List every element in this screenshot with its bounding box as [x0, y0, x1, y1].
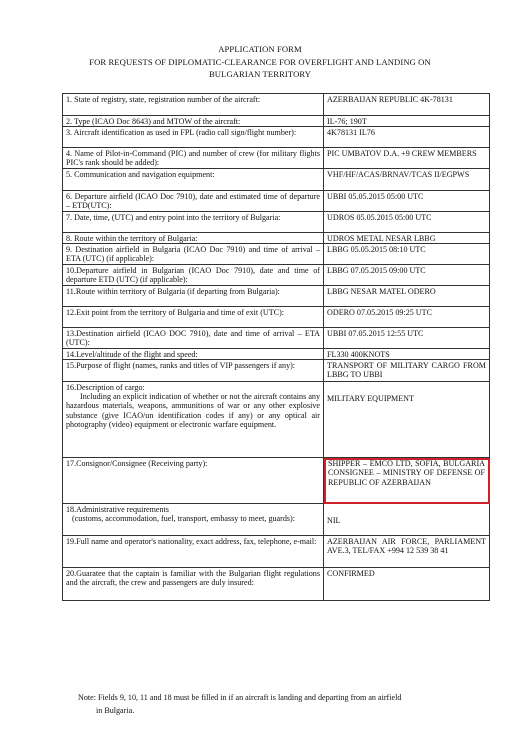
footer-note-line2: in Bulgaria.	[96, 706, 135, 715]
field-label-17: 17.Consignor/Consignee (Receiving party):	[63, 458, 324, 504]
field-label-2: 2. Type (ICAO Doc 8643) and MTOW of the aircraft:	[63, 116, 324, 127]
field-label-1: 1. State of registry, state, registration number of the aircraft:	[63, 94, 324, 116]
table-row	[63, 265, 490, 286]
field-label-6: 6. Departure airfield (ICAO Doc 7910), date and estimated time of departure – ETD(UTC):	[63, 191, 324, 212]
field-value-15: TRANSPORT OF MILITARY CARGO FROM LBBG TO UBBI	[324, 360, 490, 382]
form-subtitle-territory: BULGARIAN TERRITORY	[208, 69, 312, 79]
field-label-11: 11.Route within territory of Bulgaria (if departing from Bulgaria):	[63, 286, 324, 307]
field-value-11: LBBG NESAR MATEL ODERO	[324, 286, 490, 307]
form-title: APPLICATION FORM	[218, 44, 302, 54]
field-value-20: CONFIRMED	[324, 568, 490, 601]
table-row	[63, 328, 490, 349]
table-row	[63, 116, 490, 127]
field-value-2: IL-76; 190T	[324, 116, 490, 127]
field-label-16-title: 16.Description of cargo:	[66, 382, 145, 392]
field-value-8: UDROS METAL NESAR LBBG	[324, 233, 490, 244]
field-value-19: AZERBAIJAN AIR FORCE, PARLIAMENT AVE.3, TEL/FAX +994 12 539 38 41	[324, 536, 490, 568]
table-row	[63, 212, 490, 233]
field-label-13: 13.Destination airfield (ICAO DOC 7910), date and time of arrival – ETA (UTC):	[63, 328, 324, 349]
field-value-17-highlighted: SHIPPER – EMCO LTD, SOFIA, BULGARIA CONSIGNEE – MINISTRY OF DEFENSE OF REPUBLIC OF AZERBAIJAN	[324, 458, 490, 504]
field-value-10: LBBG 07.05.2015 09:00 UTC	[324, 265, 490, 286]
table-row	[63, 349, 490, 360]
table-row	[63, 536, 490, 568]
field-value-12: ODERO 07.05.2015 09:25 UTC	[324, 307, 490, 328]
field-value-13: UBBI 07.05.2015 12:55 UTC	[324, 328, 490, 349]
table-row	[63, 458, 490, 504]
table-row	[63, 127, 490, 148]
field-label-10: 10.Departure airfield in Bulgarian (ICAO Doc 7910), date and time of departure ETD (UTC) (if applicable):	[63, 265, 324, 286]
field-label-18	[63, 504, 324, 536]
table-row	[63, 233, 490, 244]
field-label-9: 9. Destination airfield in Bulgaria (ICAO Doc 7910) and time of arrival – ETA (UTC) (if applicable):	[63, 244, 324, 265]
field-label-18-title: 18.Administrative requirements	[66, 504, 169, 514]
footer-note-line1: Note: Fields 9, 10, 11 and 18 must be filled in if an aircraft is landing and departing from an airfield	[78, 693, 402, 702]
field-value-4: PIC UMBATOV D.A. +9 CREW MEMBERS	[324, 148, 490, 169]
field-value-18: NIL	[324, 504, 490, 536]
table-row	[63, 504, 490, 536]
field-label-12: 12.Exit point from the territory of Bulgaria and time of exit (UTC):	[63, 307, 324, 328]
field-value-14: FL330 400KNOTS	[324, 349, 490, 360]
table-row	[63, 169, 490, 191]
table-row	[63, 244, 490, 265]
field-value-6: UBBI 05.05.2015 05:00 UTC	[324, 191, 490, 212]
table-row	[63, 307, 490, 328]
table-row	[63, 191, 490, 212]
field-label-14: 14.Level/altitude of the flight and speed:	[63, 349, 324, 360]
table-row	[63, 94, 490, 116]
table-row	[63, 382, 490, 458]
field-label-3: 3. Aircraft identification as used in FPL (radio call sign/flight number):	[63, 127, 324, 148]
field-label-7: 7. Date, time, (UTC) and entry point into the territory of Bulgaria:	[63, 212, 324, 233]
footer-note	[78, 691, 488, 717]
form-subtitle: FOR REQUESTS OF DIPLOMATIC-CLEARANCE FOR OVERFLIGHT AND LANDING ON	[89, 57, 431, 67]
field-label-16-detail: Including an explicit indication of whether or not the aircraft contains any hazardous materials, weapons, ammunitions of war or any other explosive substance (give ICAO/un identification codes if any) or any optical air photography (video) equipment or electronic warfare equipment.	[66, 391, 320, 430]
field-label-15: 15.Purpose of flight (names, ranks and titles of VIP passengers if any):	[63, 360, 324, 382]
table-row	[63, 286, 490, 307]
field-value-1: AZERBAIJAN REPUBLIC 4K-78131	[324, 94, 490, 116]
field-value-16: MILITARY EQUIPMENT	[324, 382, 490, 458]
field-value-7: UDROS 05.05.2015 05:00 UTC	[324, 212, 490, 233]
table-row	[63, 360, 490, 382]
field-label-5: 5. Communication and navigation equipment:	[63, 169, 324, 191]
application-form-table	[62, 93, 490, 601]
field-value-3: 4K78131 IL76	[324, 127, 490, 148]
field-label-20: 20.Guaratee that the captain is familiar with the Bulgarian flight regulations and the aircraft, the crew and passengers are duly insured:	[63, 568, 324, 601]
field-value-9: LBBG 05.05.2015 08:10 UTC	[324, 244, 490, 265]
field-value-5: VHF/HF/ACAS/BRNAV/TCAS II/EGPWS	[324, 169, 490, 191]
field-label-8: 8. Route within the territory of Bulgaria:	[63, 233, 324, 244]
field-label-4: 4. Name of Pilot-in-Command (PIC) and number of crew (for military flights PIC's rank should be added):	[63, 148, 324, 169]
field-label-19: 19.Full name and operator's nationality, exact address, fax, telephone, e-mail:	[63, 536, 324, 568]
table-row	[63, 148, 490, 169]
field-label-16	[63, 382, 324, 458]
field-label-18-detail: (customs, accommodation, fuel, transport, embassy to meet, guards):	[72, 513, 295, 523]
table-row	[63, 568, 490, 601]
